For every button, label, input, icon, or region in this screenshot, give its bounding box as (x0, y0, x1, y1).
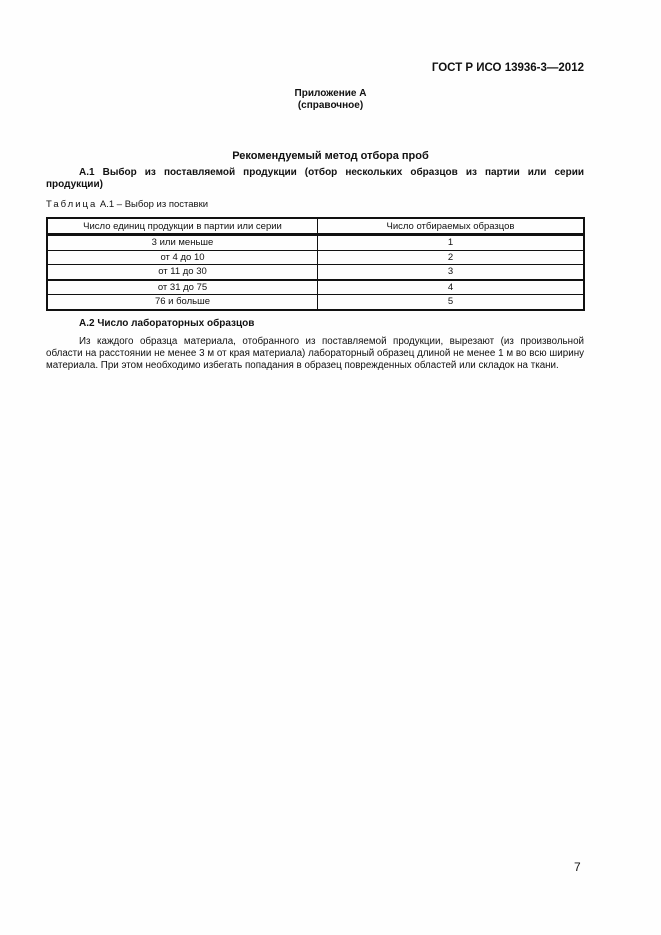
table-header-cell: Число отбираемых образцов (318, 218, 585, 235)
section-a1-heading (46, 167, 584, 191)
table-cell: 2 (318, 250, 585, 265)
table-header-row (47, 218, 584, 235)
page-number: 7 (574, 860, 581, 874)
section-a1-heading-text: А.1 Выбор из поставляемой продукции (отбор нескольких образцов из партии или серии продукции) (46, 167, 584, 190)
table-cell: от 4 до 10 (47, 250, 318, 265)
table-caption-prefix: Таблица (46, 199, 98, 210)
appendix-title: Приложение А (294, 88, 367, 99)
table-row (47, 295, 584, 310)
document-id: ГОСТ Р ИСО 13936-3—2012 (431, 62, 584, 74)
table-cell: от 11 до 30 (47, 265, 318, 280)
table-cell: 76 и больше (47, 295, 318, 310)
section-a2-paragraph-text: Из каждого образца материала, отобранного из поставляемой продукции, вырезают (из произвольной области на расстоянии не менее 3 м от края материала) лабораторный образец длиной не менее 1 м во всю ширину материала. При этом необходимо избегать попадания в образец поврежденных областей или складок на ткани. (46, 336, 584, 372)
table-cell: 1 (318, 235, 585, 251)
table-row (47, 280, 584, 295)
section-title: Рекомендуемый метод отбора проб (232, 150, 429, 162)
table-header-cell: Число единиц продукции в партии или серии (47, 218, 318, 235)
table-cell: 3 или меньше (47, 235, 318, 251)
section-a2-heading: А.2 Число лабораторных образцов (79, 318, 255, 329)
table-row (47, 235, 584, 251)
table-cell: 4 (318, 280, 585, 295)
table-cell: от 31 до 75 (47, 280, 318, 295)
table-row (47, 250, 584, 265)
section-a2-paragraph (46, 336, 584, 373)
table-cell: 5 (318, 295, 585, 310)
table-row (47, 265, 584, 280)
table-cell: 3 (318, 265, 585, 280)
appendix-subtitle: (справочное) (297, 100, 364, 111)
table-caption (46, 199, 208, 210)
table-caption-text: А.1 – Выбор из поставки (99, 199, 209, 210)
sampling-table (46, 217, 585, 311)
